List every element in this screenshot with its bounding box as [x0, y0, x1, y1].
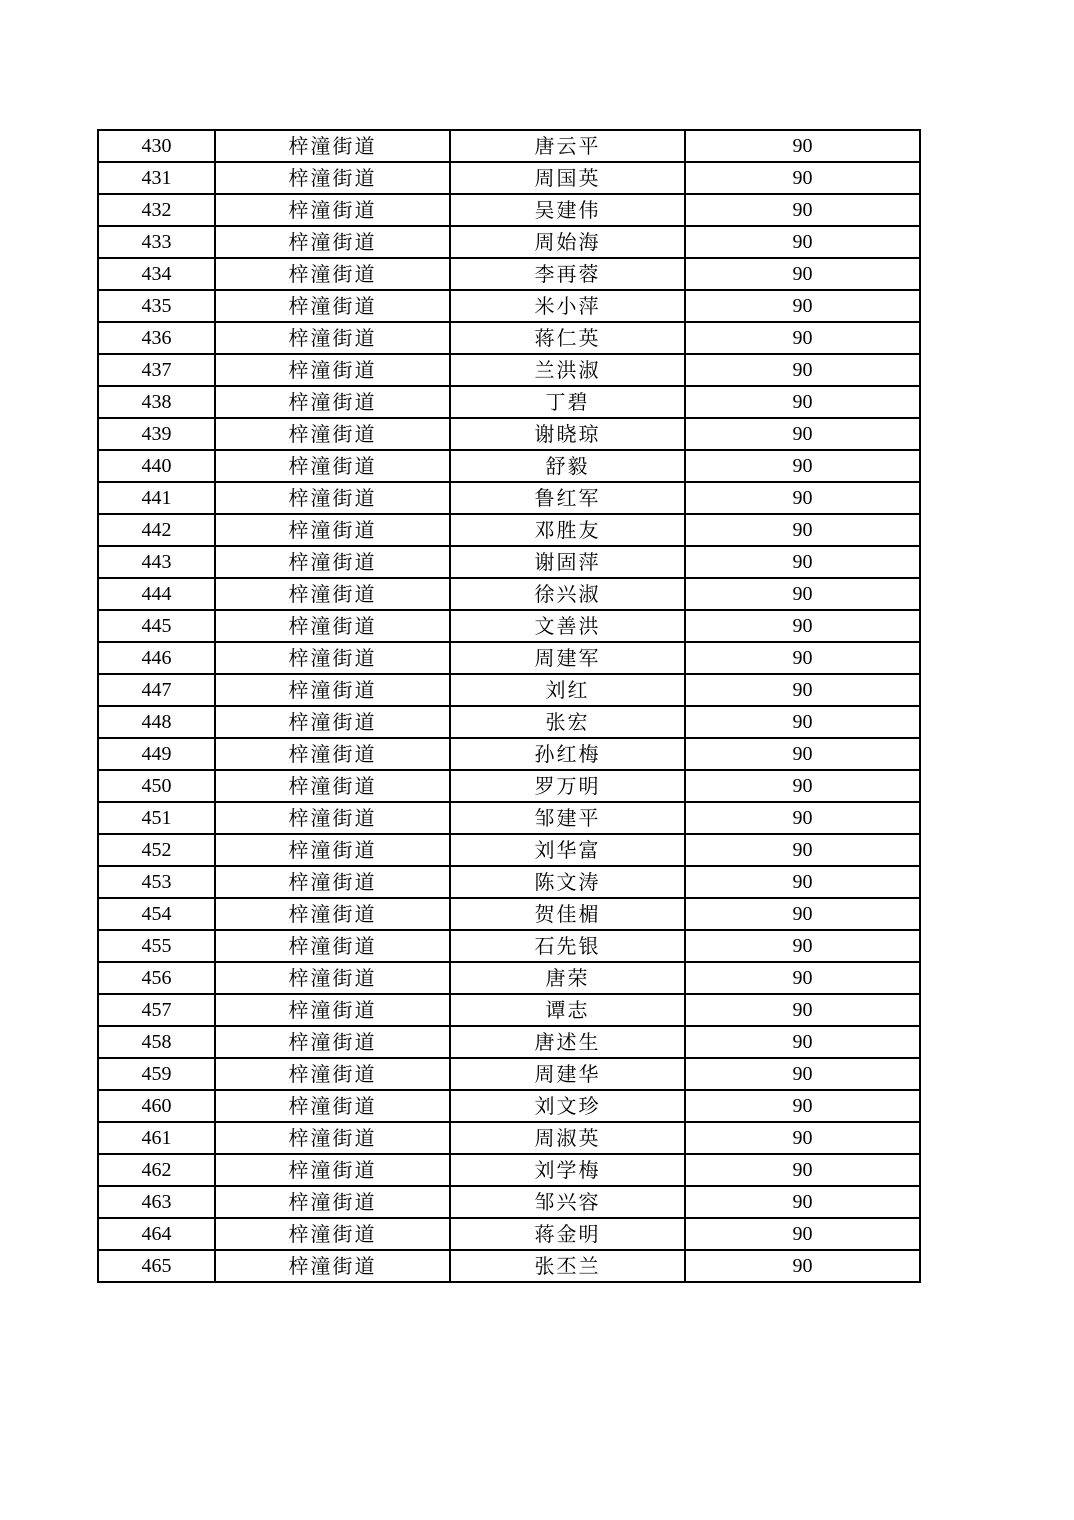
- row-number-cell: 444: [98, 578, 215, 610]
- row-number-cell: 430: [98, 130, 215, 162]
- row-number-cell: 451: [98, 802, 215, 834]
- score-cell: 90: [685, 610, 920, 642]
- street-cell: 梓潼街道: [215, 130, 450, 162]
- street-cell: 梓潼街道: [215, 994, 450, 1026]
- street-cell: 梓潼街道: [215, 1186, 450, 1218]
- score-cell: 90: [685, 482, 920, 514]
- row-number-cell: 464: [98, 1218, 215, 1250]
- row-number-cell: 456: [98, 962, 215, 994]
- street-cell: 梓潼街道: [215, 258, 450, 290]
- person-name-cell: 唐荣: [450, 962, 685, 994]
- person-name-cell: 唐述生: [450, 1026, 685, 1058]
- score-cell: 90: [685, 1154, 920, 1186]
- person-name-cell: 张丕兰: [450, 1250, 685, 1282]
- row-number-cell: 463: [98, 1186, 215, 1218]
- table-row: [98, 610, 920, 642]
- table-row: [98, 514, 920, 546]
- table-row: [98, 706, 920, 738]
- score-cell: 90: [685, 290, 920, 322]
- table-row: [98, 1250, 920, 1282]
- street-cell: 梓潼街道: [215, 706, 450, 738]
- table-row: [98, 770, 920, 802]
- row-number-cell: 442: [98, 514, 215, 546]
- score-cell: 90: [685, 1122, 920, 1154]
- table-row: [98, 322, 920, 354]
- table-row: [98, 578, 920, 610]
- row-number-cell: 455: [98, 930, 215, 962]
- table-row: [98, 802, 920, 834]
- person-name-cell: 李再蓉: [450, 258, 685, 290]
- score-cell: 90: [685, 546, 920, 578]
- score-cell: 90: [685, 706, 920, 738]
- table-row: [98, 130, 920, 162]
- person-name-cell: 周国英: [450, 162, 685, 194]
- table-row: [98, 738, 920, 770]
- street-cell: 梓潼街道: [215, 418, 450, 450]
- table-row: [98, 226, 920, 258]
- table-row: [98, 1154, 920, 1186]
- table-row: [98, 1122, 920, 1154]
- row-number-cell: 452: [98, 834, 215, 866]
- score-cell: 90: [685, 226, 920, 258]
- street-cell: 梓潼街道: [215, 930, 450, 962]
- score-cell: 90: [685, 130, 920, 162]
- row-number-cell: 453: [98, 866, 215, 898]
- table-row: [98, 162, 920, 194]
- score-cell: 90: [685, 642, 920, 674]
- street-cell: 梓潼街道: [215, 1090, 450, 1122]
- street-cell: 梓潼街道: [215, 578, 450, 610]
- street-cell: 梓潼街道: [215, 738, 450, 770]
- roster-table-body: [98, 130, 920, 1282]
- score-cell: 90: [685, 354, 920, 386]
- score-cell: 90: [685, 1026, 920, 1058]
- person-name-cell: 蒋金明: [450, 1218, 685, 1250]
- row-number-cell: 447: [98, 674, 215, 706]
- person-name-cell: 谢晓琼: [450, 418, 685, 450]
- score-cell: 90: [685, 674, 920, 706]
- table-row: [98, 194, 920, 226]
- table-row: [98, 866, 920, 898]
- row-number-cell: 454: [98, 898, 215, 930]
- table-row: [98, 898, 920, 930]
- table-row: [98, 834, 920, 866]
- score-cell: 90: [685, 1058, 920, 1090]
- street-cell: 梓潼街道: [215, 386, 450, 418]
- street-cell: 梓潼街道: [215, 866, 450, 898]
- score-cell: 90: [685, 162, 920, 194]
- street-cell: 梓潼街道: [215, 1058, 450, 1090]
- person-name-cell: 米小萍: [450, 290, 685, 322]
- person-name-cell: 石先银: [450, 930, 685, 962]
- street-cell: 梓潼街道: [215, 674, 450, 706]
- table-row: [98, 1058, 920, 1090]
- street-cell: 梓潼街道: [215, 610, 450, 642]
- street-cell: 梓潼街道: [215, 290, 450, 322]
- score-cell: 90: [685, 994, 920, 1026]
- person-name-cell: 刘华富: [450, 834, 685, 866]
- person-name-cell: 谭志: [450, 994, 685, 1026]
- street-cell: 梓潼街道: [215, 482, 450, 514]
- person-name-cell: 周建军: [450, 642, 685, 674]
- person-name-cell: 邹建平: [450, 802, 685, 834]
- roster-table: [97, 129, 921, 1283]
- score-cell: 90: [685, 1250, 920, 1282]
- row-number-cell: 458: [98, 1026, 215, 1058]
- table-row: [98, 482, 920, 514]
- score-cell: 90: [685, 802, 920, 834]
- table-row: [98, 642, 920, 674]
- person-name-cell: 谢固萍: [450, 546, 685, 578]
- street-cell: 梓潼街道: [215, 1218, 450, 1250]
- street-cell: 梓潼街道: [215, 898, 450, 930]
- table-row: [98, 1186, 920, 1218]
- table-row: [98, 258, 920, 290]
- person-name-cell: 周始海: [450, 226, 685, 258]
- person-name-cell: 文善洪: [450, 610, 685, 642]
- street-cell: 梓潼街道: [215, 226, 450, 258]
- table-row: [98, 290, 920, 322]
- street-cell: 梓潼街道: [215, 1250, 450, 1282]
- row-number-cell: 437: [98, 354, 215, 386]
- row-number-cell: 441: [98, 482, 215, 514]
- street-cell: 梓潼街道: [215, 1154, 450, 1186]
- score-cell: 90: [685, 930, 920, 962]
- score-cell: 90: [685, 770, 920, 802]
- score-cell: 90: [685, 418, 920, 450]
- table-row: [98, 386, 920, 418]
- table-row: [98, 1218, 920, 1250]
- street-cell: 梓潼街道: [215, 834, 450, 866]
- score-cell: 90: [685, 898, 920, 930]
- person-name-cell: 徐兴淑: [450, 578, 685, 610]
- person-name-cell: 罗万明: [450, 770, 685, 802]
- score-cell: 90: [685, 258, 920, 290]
- score-cell: 90: [685, 738, 920, 770]
- street-cell: 梓潼街道: [215, 162, 450, 194]
- street-cell: 梓潼街道: [215, 962, 450, 994]
- row-number-cell: 436: [98, 322, 215, 354]
- person-name-cell: 舒毅: [450, 450, 685, 482]
- score-cell: 90: [685, 194, 920, 226]
- person-name-cell: 陈文涛: [450, 866, 685, 898]
- row-number-cell: 461: [98, 1122, 215, 1154]
- row-number-cell: 450: [98, 770, 215, 802]
- street-cell: 梓潼街道: [215, 194, 450, 226]
- row-number-cell: 439: [98, 418, 215, 450]
- person-name-cell: 周建华: [450, 1058, 685, 1090]
- row-number-cell: 459: [98, 1058, 215, 1090]
- person-name-cell: 周淑英: [450, 1122, 685, 1154]
- row-number-cell: 445: [98, 610, 215, 642]
- person-name-cell: 贺佳楣: [450, 898, 685, 930]
- score-cell: 90: [685, 450, 920, 482]
- score-cell: 90: [685, 322, 920, 354]
- score-cell: 90: [685, 1186, 920, 1218]
- person-name-cell: 兰洪淑: [450, 354, 685, 386]
- score-cell: 90: [685, 1218, 920, 1250]
- score-cell: 90: [685, 578, 920, 610]
- person-name-cell: 蒋仁英: [450, 322, 685, 354]
- table-row: [98, 354, 920, 386]
- score-cell: 90: [685, 1090, 920, 1122]
- street-cell: 梓潼街道: [215, 322, 450, 354]
- table-row: [98, 994, 920, 1026]
- street-cell: 梓潼街道: [215, 1026, 450, 1058]
- table-row: [98, 418, 920, 450]
- person-name-cell: 刘文珍: [450, 1090, 685, 1122]
- table-row: [98, 1026, 920, 1058]
- person-name-cell: 唐云平: [450, 130, 685, 162]
- person-name-cell: 邹兴容: [450, 1186, 685, 1218]
- street-cell: 梓潼街道: [215, 770, 450, 802]
- street-cell: 梓潼街道: [215, 514, 450, 546]
- person-name-cell: 邓胜友: [450, 514, 685, 546]
- score-cell: 90: [685, 834, 920, 866]
- person-name-cell: 孙红梅: [450, 738, 685, 770]
- street-cell: 梓潼街道: [215, 546, 450, 578]
- street-cell: 梓潼街道: [215, 450, 450, 482]
- row-number-cell: 435: [98, 290, 215, 322]
- row-number-cell: 449: [98, 738, 215, 770]
- table-row: [98, 962, 920, 994]
- row-number-cell: 457: [98, 994, 215, 1026]
- score-cell: 90: [685, 386, 920, 418]
- score-cell: 90: [685, 514, 920, 546]
- score-cell: 90: [685, 962, 920, 994]
- row-number-cell: 433: [98, 226, 215, 258]
- person-name-cell: 鲁红军: [450, 482, 685, 514]
- row-number-cell: 460: [98, 1090, 215, 1122]
- table-row: [98, 1090, 920, 1122]
- score-cell: 90: [685, 866, 920, 898]
- person-name-cell: 刘学梅: [450, 1154, 685, 1186]
- row-number-cell: 448: [98, 706, 215, 738]
- row-number-cell: 440: [98, 450, 215, 482]
- person-name-cell: 吴建伟: [450, 194, 685, 226]
- street-cell: 梓潼街道: [215, 802, 450, 834]
- row-number-cell: 431: [98, 162, 215, 194]
- person-name-cell: 丁碧: [450, 386, 685, 418]
- person-name-cell: 张宏: [450, 706, 685, 738]
- street-cell: 梓潼街道: [215, 1122, 450, 1154]
- row-number-cell: 432: [98, 194, 215, 226]
- table-row: [98, 674, 920, 706]
- person-name-cell: 刘红: [450, 674, 685, 706]
- row-number-cell: 438: [98, 386, 215, 418]
- table-row: [98, 930, 920, 962]
- row-number-cell: 443: [98, 546, 215, 578]
- row-number-cell: 434: [98, 258, 215, 290]
- row-number-cell: 462: [98, 1154, 215, 1186]
- table-row: [98, 450, 920, 482]
- street-cell: 梓潼街道: [215, 642, 450, 674]
- row-number-cell: 446: [98, 642, 215, 674]
- street-cell: 梓潼街道: [215, 354, 450, 386]
- row-number-cell: 465: [98, 1250, 215, 1282]
- table-row: [98, 546, 920, 578]
